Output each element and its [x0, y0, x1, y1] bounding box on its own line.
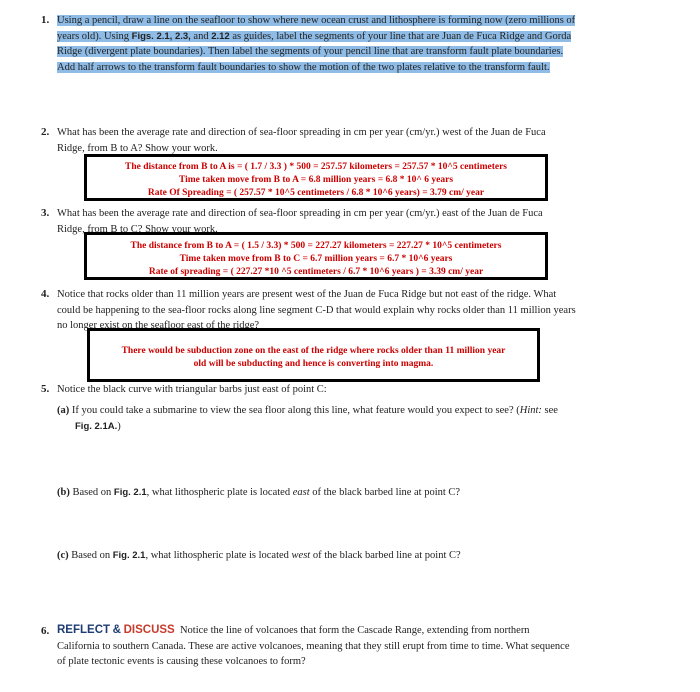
question-1-number: 1. — [41, 14, 50, 26]
q3-answer-line-2: Time taken move from B to C = 6.7 million years = 6.7 * 10^6 years — [179, 254, 453, 264]
question-4-answer-box — [87, 328, 540, 382]
question-5b: (b) Based on Fig. 2.1, what lithospheric plate is located east of the black barbed line at point C? — [57, 487, 461, 498]
q1-highlight-line-4: Add half arrows to the transform fault boundaries to show the motion of the two plates relative to the transform fault. — [57, 61, 550, 73]
question-5-intro: Notice the black curve with triangular barbs just east of point C: — [57, 384, 327, 395]
question-5-number: 5. — [41, 383, 50, 395]
question-5a: (a) If you could take a submarine to view the sea floor along this line, what feature would you expect to see? (Hint: see Fig. 2.1A.) — [57, 405, 558, 432]
question-1-text — [57, 13, 657, 75]
question-2-number: 2. — [41, 126, 50, 138]
q1-highlight-line-3: Ridge (divergent plate boundaries). Then label the segments of your pencil line that are transform fault plate boundaries. — [57, 46, 564, 57]
question-3-number: 3. — [41, 207, 50, 219]
question-2-answer-box — [84, 154, 548, 201]
q4-answer-line-2: old will be subducting and hence is converting into magma. — [193, 359, 434, 369]
q2-answer-line-3: Rate Of Spreading = ( 257.57 * 10^5 centimeters / 6.8 * 10^6 years) = 3.79 cm/ year — [147, 188, 485, 198]
question-2-text: What has been the average rate and direction of sea-floor spreading in cm per year (cm/yr.) west of the Juan de Fuca Ridge, from B to A? Show your work. — [57, 127, 546, 154]
question-5c: (c) Based on Fig. 2.1, what lithospheric plate is located west of the black barbed line at point C? — [57, 550, 461, 561]
question-4-number: 4. — [41, 288, 50, 300]
reflect-label: REFLECT — [57, 624, 111, 636]
question-6-text: REFLECT & DISCUSS Notice the line of volcanoes that form the Cascade Range, extending from northern California to southern Canada. These are active volcanoes, meaning that they still erupt from time to time. What sequence of plate tectonic events is causing these volcanoes to form? — [57, 624, 570, 667]
q1-highlight-line-2: years old). Using Figs. 2.1, 2.3, and 2.12 as guides, label the segments of your line that are Juan de Fuca Ridge and Gorda — [57, 30, 572, 42]
question-4-text: Notice that rocks older than 11 million years are present west of the Juan de Fuca Ridge but not east of the ridge. What could be happening to the sea-floor rocks along line segment C-D that would explain why rocks older than 11 million years no longer exist on the seafloor east of the ridge? — [57, 289, 576, 331]
question-3-text: What has been the average rate and direction of sea-floor spreading in cm per year (cm/yr.) east of the Juan de Fuca Ridge, from B to C? Show your work. — [57, 208, 543, 235]
q3-answer-line-1: The distance from B to A = ( 1.5 / 3.3) * 500 = 227.27 kilometers = 227.27 * 10^5 centimeters — [130, 241, 502, 251]
q2-answer-line-2: Time taken move from B to A = 6.8 million years = 6.8 * 10^ 6 years — [178, 175, 454, 185]
question-3-answer-box — [84, 232, 548, 280]
q4-answer-line-1: There would be subduction zone on the east of the ridge where rocks older than 11 million year — [121, 346, 506, 356]
q3-answer-line-3: Rate of spreading = ( 227.27 *10 ^5 centimeters / 6.7 * 10^6 years ) = 3.39 cm/ year — [148, 267, 484, 277]
q2-answer-line-1: The distance from B to A is = ( 1.7 / 3.3 ) * 500 = 257.57 kilometers = 257.57 * 10^5 centimeters — [124, 162, 507, 172]
q1-highlight-line-1: Using a pencil, draw a line on the seafloor to show where new ocean crust and lithosphere is forming now (zero millions of — [57, 15, 576, 26]
page-left-edge — [0, 0, 5, 692]
question-6-number: 6. — [41, 625, 50, 637]
discuss-label: DISCUSS — [123, 624, 175, 636]
